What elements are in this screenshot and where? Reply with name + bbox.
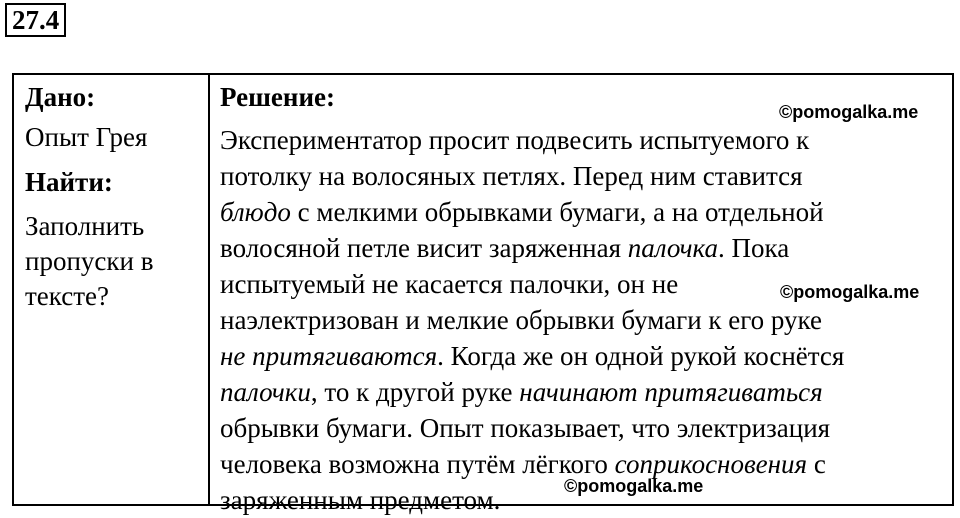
solution-run: . Пока испытуемый не касается палочки, он не наэлектризован и мелкие обрывки бумаги к его руке [220,233,822,335]
problem-number: 27.4 [5,3,66,37]
watermark: ©pomogalka.me [780,282,920,302]
watermark: ©pomogalka.me [779,102,919,122]
watermark: ©pomogalka.me [564,476,704,496]
solution-emphasis: палочки [220,377,311,407]
solution-run: с мелкими обрывками бумаги, а на отдельной волосяной петле висит заряженная [220,197,824,263]
solution-run: с заряженным предметом. [220,449,826,515]
solution-emphasis: не притягиваются [220,341,438,371]
solution-run: Экспериментатор просит подвесить испытуемого к потолку на волосяных петлях. Перед ним ставится [220,125,810,191]
solution-label: Решение: [220,82,335,112]
solution-emphasis: блюдо [220,197,291,227]
solution-emphasis: соприкосновения [614,449,808,479]
solution-text [220,122,954,518]
given-value: Опыт Грея [25,122,148,152]
given-label: Дано: [25,82,96,112]
solution-run: , то к другой руке [310,377,520,407]
solution-emphasis: палочка [627,233,719,263]
find-label: Найти: [25,167,113,197]
given-find-column [14,75,210,504]
find-value: Заполнить пропуски в тексте? [25,211,154,311]
solution-run: . Когда же он одной рукой коснётся [437,341,845,371]
solution-run: обрывки бумаги. Опыт показывает, что электризация человека возможна путём лёгкого [220,413,831,479]
solution-emphasis: начинают притягиваться [519,377,823,407]
